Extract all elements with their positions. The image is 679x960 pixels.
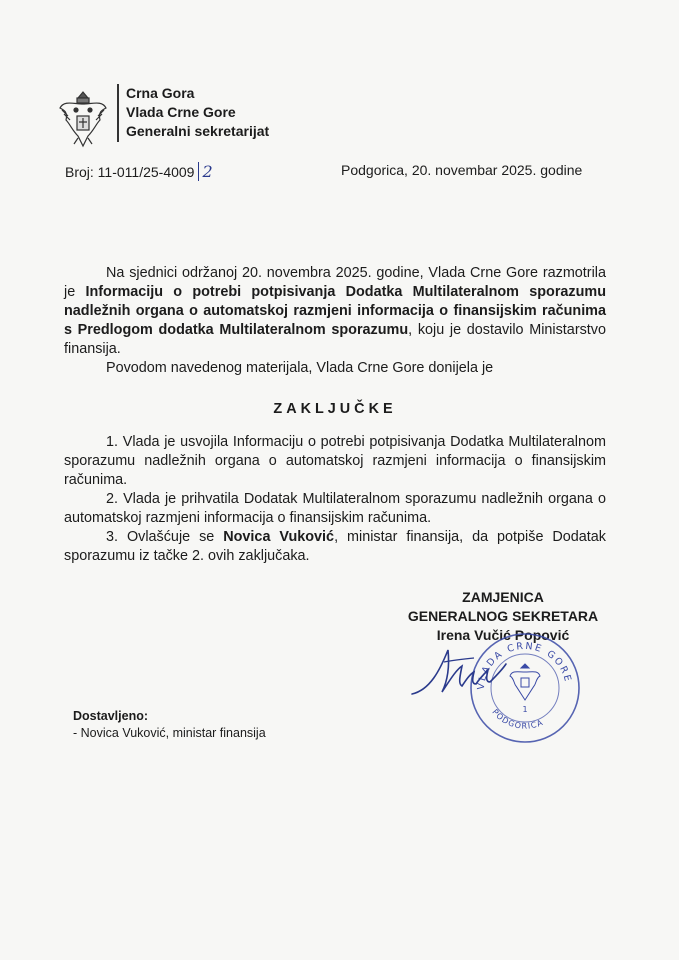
country-name: Crna Gora: [126, 85, 195, 101]
item3-bold-name: Novica Vuković: [223, 529, 335, 545]
office-name: Generalni sekretarijat: [126, 123, 270, 139]
delivery-label: Dostavljeno:: [73, 709, 149, 723]
handwritten-number: 2: [198, 162, 212, 181]
number-label: Broj: 11-011/25-4009: [65, 164, 195, 180]
document-number: [65, 162, 213, 181]
intro-paragraph-2: Povodom navedenog materijala, Vlada Crne Gore donijela je: [106, 360, 494, 376]
document-body: [64, 264, 606, 566]
signature-title-2: GENERALNOG SEKRETARA: [407, 608, 599, 624]
conclusion-item-2: 2. Vlada je prihvatila Dodatak Multilateralnom sporazumu nadležnih organa o automatskoj razmjeni informacija o finansijskim računima.: [64, 491, 606, 526]
intro-bold-title: Informaciju o potrebi potpisivanja Dodatka Multilateralnom sporazumu nadležnih organa o automatskoj razmjeni informacija o finansijskim računima s Predlogom dodatka Multilateralnom sporazumu: [64, 284, 606, 338]
conclusion-item-1: 1. Vlada je usvojila Informaciju o potrebi potpisivanja Dodatka Multilateralnom sporazumu nadležnih organa o automatskoj razmjeni informacija o finansijskim računima.: [64, 434, 606, 488]
government-name: Vlada Crne Gore: [126, 104, 236, 120]
handwritten-signature: [410, 640, 530, 700]
intro-paragraph: [64, 264, 606, 359]
coat-of-arms-icon: [58, 90, 108, 148]
stamp-city: PODGORICA: [490, 707, 545, 731]
conclusion-item-3: [64, 528, 606, 566]
intro-text-end: , koju je dostavilo Ministarstvo finansija.: [64, 322, 606, 357]
conclusions-title: ZAKLJUČKE: [273, 401, 397, 417]
header-divider: [117, 84, 119, 142]
item3-text-start: 3. Ovlašćuje se: [106, 529, 224, 545]
stamp-text: VLADA CRNE GORE: [475, 640, 574, 691]
place-date: Podgorica, 20. novembar 2025. godine: [341, 162, 583, 178]
item3-text-end: , ministar finansija, da potpiše Dodatak sporazumu iz tačke 2. ovih zaključaka.: [64, 529, 607, 564]
delivery-block: [73, 708, 266, 742]
stamp-number: 1: [522, 705, 528, 714]
signatory-name: Irena Vučić Popović: [436, 627, 570, 643]
delivery-recipient: - Novica Vuković, ministar finansija: [73, 726, 266, 740]
signature-title-1: ZAMJENICA: [462, 589, 544, 605]
institution-block: [126, 84, 269, 141]
intro-text-start: Na sjednici održanoj 20. novembra 2025. godine, Vlada Crne Gore razmotrila je: [64, 265, 606, 300]
